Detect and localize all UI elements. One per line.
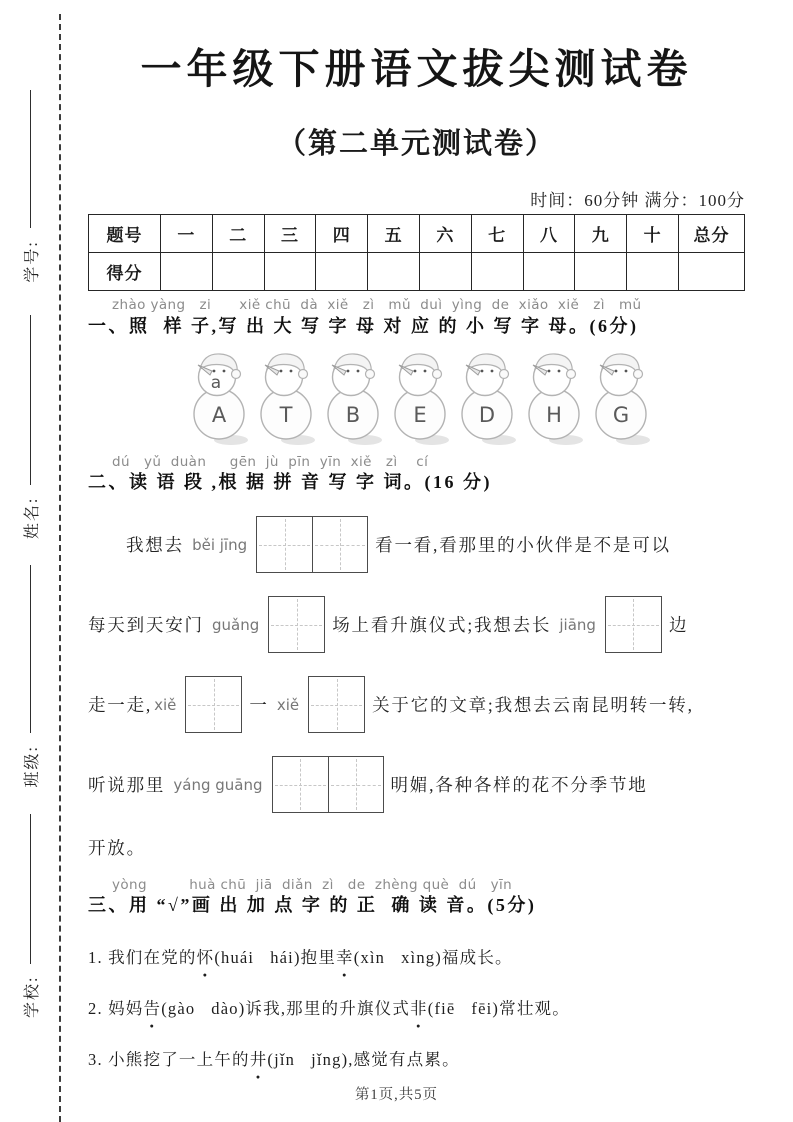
score-table-question-number: 总分: [679, 215, 745, 253]
inline-pinyin: yáng guāng: [173, 775, 263, 794]
student-info-blank-line: [30, 315, 31, 485]
snowman-icon: [187, 346, 251, 448]
score-cell-empty: [212, 253, 264, 291]
score-table-question-number: 十: [627, 215, 679, 253]
student-info-blank-line: [30, 814, 31, 964]
snowman-icon: [522, 346, 586, 448]
svg-text:a: a: [210, 372, 221, 393]
question-2-header: [88, 455, 745, 495]
item-text: 2. 妈妈: [88, 999, 144, 1019]
score-cell-empty: [575, 253, 627, 291]
passage-text: 我想去: [126, 535, 191, 556]
inline-pinyin: xiě: [154, 695, 177, 714]
score-cell-empty: [419, 253, 471, 291]
svg-text:D: D: [478, 402, 495, 427]
dotted-character: 井 ●: [250, 1046, 268, 1070]
question-2-passage: [88, 505, 745, 871]
exam-time-score-info: 时间：60分钟 满分：100分: [530, 191, 745, 210]
passage-text: 一: [249, 695, 275, 716]
student-info-sidebar: [8, 0, 52, 1122]
score-table-question-number: 八: [523, 215, 575, 253]
page-number: 第1页,共5页: [354, 1087, 439, 1103]
passage-text: 场上看升旗仪式;我想去长: [332, 615, 558, 636]
student-info-label: 班级:: [23, 745, 41, 788]
score-cell-empty: [523, 253, 575, 291]
answer-writing-box: [308, 676, 365, 733]
paper-content: [88, 0, 745, 1070]
question-1-header: [88, 298, 745, 338]
item-text: 3. 小熊挖了一上午的: [88, 1050, 250, 1070]
pronunciation-item: [88, 1046, 745, 1070]
student-info-field: [19, 315, 42, 539]
snowman-icon: [388, 346, 452, 448]
student-info-field: [19, 90, 42, 282]
score-table-question-number: 五: [368, 215, 420, 253]
question-3-pinyin: yòng huà chū jiā diǎn zì de zhèng què dú yīn: [112, 876, 513, 893]
score-cell-empty: [471, 253, 523, 291]
question-2-title: 二、读 语 段 ,根 据 拼 音 写 字 词。(16 分): [88, 472, 492, 493]
writing-box-cell: [312, 517, 367, 572]
snowman-icon: [321, 346, 385, 448]
inline-pinyin: jiāng: [559, 615, 596, 634]
question-3-header: [88, 878, 745, 918]
svg-text:G: G: [612, 402, 629, 427]
answer-writing-box: [268, 596, 325, 653]
score-cell-empty: [627, 253, 679, 291]
passage-text: 明媚,各种各样的花不分季节地: [390, 775, 648, 796]
svg-text:B: B: [345, 402, 360, 427]
answer-writing-box: [256, 516, 368, 573]
snowman-icon: [254, 346, 318, 448]
answer-writing-box: [605, 596, 662, 653]
score-table-question-number: 九: [575, 215, 627, 253]
passage-text: 每天到天安门: [88, 615, 210, 636]
answer-writing-box: [185, 676, 242, 733]
item-text: (fiē fēi)常壮观。: [427, 999, 570, 1019]
dotted-character: 幸 ●: [336, 944, 354, 968]
inline-pinyin: guǎng: [211, 615, 260, 634]
snowman-icon: [455, 346, 519, 448]
student-info-field: [19, 565, 42, 787]
writing-box-cell: [269, 597, 324, 652]
passage-line: [88, 745, 745, 825]
score-table-row-header: 题号: [89, 215, 161, 253]
svg-text:T: T: [279, 402, 292, 427]
score-table-question-number: 一: [161, 215, 213, 253]
dotted-character: 非 ●: [410, 995, 428, 1019]
answer-writing-box: [272, 756, 384, 813]
student-info-blank-line: [30, 90, 31, 228]
snowmen-letter-exercise: [94, 346, 745, 448]
student-info-blank-line: [30, 565, 31, 733]
svg-text:H: H: [545, 402, 562, 427]
student-info-label: 学号:: [23, 240, 41, 283]
score-cell-empty: [161, 253, 213, 291]
passage-line: [88, 585, 745, 665]
passage-line: [88, 825, 745, 871]
snowman-icon: [589, 346, 653, 448]
score-table-question-number: 四: [316, 215, 368, 253]
inline-pinyin: běi jīng: [192, 535, 248, 554]
score-row-label: 得分: [89, 253, 161, 291]
writing-box-cell: [328, 757, 383, 812]
writing-box-cell: [273, 757, 328, 812]
page-subtitle: （第二单元测试卷）: [276, 128, 556, 160]
cut-dashed-line: [59, 14, 61, 1122]
item-text: (xìn xìng)福成长。: [353, 948, 513, 968]
passage-text: 边: [668, 615, 689, 636]
question-3-title: 三、用 “√”画 出 加 点 字 的 正 确 读 音。(5分): [88, 895, 537, 916]
passage-line: [88, 665, 745, 745]
score-table-question-number: 七: [471, 215, 523, 253]
writing-box-cell: [606, 597, 661, 652]
passage-text: 看一看,看那里的小伙伴是不是可以: [375, 535, 671, 556]
item-text: (gào dào)诉我,那里的升旗仪式: [161, 999, 411, 1019]
question-1-pinyin: zhào yàng zi xiě chū dà xiě zì mǔ duì yìng de xiǎo xiě zì mǔ: [112, 297, 642, 313]
dotted-character: 告 ●: [144, 995, 162, 1019]
inline-pinyin: xiě: [276, 695, 300, 714]
writing-box-cell: [257, 517, 312, 572]
svg-text:A: A: [211, 402, 226, 427]
svg-text:E: E: [412, 402, 427, 427]
question-2-pinyin: dú yǔ duàn gēn jù pīn yīn xiě zì cí: [112, 453, 429, 470]
page-title: 一年级下册语文拔尖测试卷: [140, 46, 693, 92]
passage-line: [88, 505, 745, 585]
student-info-label: 学校:: [23, 975, 41, 1018]
score-cell-empty: [264, 253, 316, 291]
score-table-question-number: 三: [264, 215, 316, 253]
writing-box-cell: [309, 677, 364, 732]
pronunciation-item: [88, 944, 745, 968]
score-cell-empty: [679, 253, 745, 291]
score-table: [88, 214, 745, 291]
score-cell-empty: [368, 253, 420, 291]
writing-box-cell: [186, 677, 241, 732]
item-text: (huái hái)抱里: [214, 948, 337, 968]
passage-text: 走一走,: [88, 695, 153, 716]
passage-text: 开放。: [88, 838, 146, 859]
score-cell-empty: [316, 253, 368, 291]
student-info-label: 姓名:: [23, 496, 41, 540]
passage-text: 听说那里: [88, 775, 172, 796]
score-table-question-number: 六: [419, 215, 471, 253]
item-text: (jǐn jǐng),感觉有点累。: [267, 1050, 460, 1070]
passage-text: 关于它的文章;我想去云南昆明转一转,: [372, 695, 694, 716]
item-text: 1. 我们在党的: [88, 948, 197, 968]
dotted-character: 怀 ●: [197, 944, 215, 968]
pronunciation-item: [88, 995, 745, 1019]
question-3-items: [88, 944, 745, 1070]
student-info-field: [19, 814, 42, 1018]
score-table-question-number: 二: [212, 215, 264, 253]
question-1-title: 一、照 样 子,写 出 大 写 字 母 对 应 的 小 写 字 母。(6分): [88, 315, 639, 336]
